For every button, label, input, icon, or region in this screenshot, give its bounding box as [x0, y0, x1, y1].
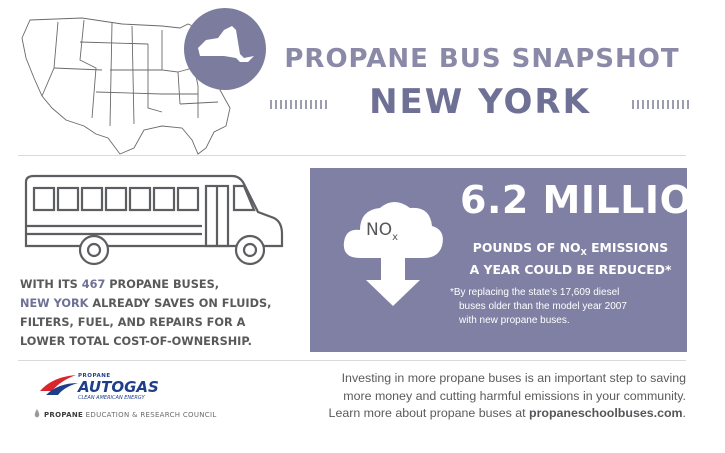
- state-name: NEW YORK: [20, 297, 89, 310]
- perc-logo: [34, 409, 217, 419]
- reduction-amount: 6.2 MILLION: [460, 178, 725, 222]
- nox-text: NO: [366, 220, 393, 240]
- logo-tagline: CLEAN AMERICAN ENERGY: [78, 395, 145, 401]
- cloud-icon: [338, 190, 448, 310]
- savings-text: PROPANE BUSES,: [105, 278, 220, 291]
- footnote-line: with new propane buses.: [459, 315, 570, 326]
- state-badge: [184, 8, 266, 90]
- website-link[interactable]: propaneschoolbuses.com: [529, 406, 683, 420]
- nox-subscript: X: [580, 248, 587, 257]
- nox-subscript: x: [392, 232, 399, 243]
- reduction-text: A YEAR COULD BE REDUCED*: [469, 262, 672, 277]
- tick-divider-left: [270, 100, 328, 109]
- title-snapshot: PROPANE BUS SNAPSHOT: [284, 44, 680, 74]
- new-york-state-icon: [194, 22, 256, 72]
- logo-propane: PROPANE: [78, 373, 111, 379]
- savings-statement: [20, 275, 310, 351]
- council-bold: PROPANE: [44, 411, 84, 419]
- down-arrow-icon: [366, 258, 420, 306]
- council-text: EDUCATION & RESEARCH COUNCIL: [83, 411, 217, 419]
- footnote: [450, 286, 682, 328]
- tick-divider-right: [632, 100, 690, 109]
- reduction-description: [458, 238, 683, 280]
- reduction-text: POUNDS OF NO: [472, 240, 581, 255]
- flame-drop-icon: [34, 409, 40, 418]
- savings-text: FILTERS, FUEL, AND REPAIRS FOR A: [20, 316, 246, 329]
- call-to-action: [316, 370, 686, 423]
- title-row: [270, 82, 690, 122]
- bus-count: 467: [81, 278, 106, 291]
- cta-line: Learn more about propane buses at: [328, 406, 529, 420]
- emissions-panel: [310, 168, 725, 352]
- cta-line: Investing in more propane buses is an important step to saving: [341, 371, 686, 385]
- cloud-nox-label: [366, 220, 399, 243]
- divider-top: [18, 155, 686, 156]
- reduction-text: EMISSIONS: [586, 240, 669, 255]
- cta-period: .: [682, 406, 686, 420]
- cta-line: more money and cutting harmful emissions in your community.: [343, 388, 686, 403]
- title-state: NEW YORK: [369, 82, 591, 122]
- footnote-line: buses older than the model year 2007: [459, 301, 627, 312]
- footnote-line: *By replacing the state’s 17,609 diesel: [450, 287, 620, 298]
- savings-text: LOWER TOTAL COST-OF-OWNERSHIP.: [20, 335, 252, 348]
- savings-text: WITH ITS: [20, 278, 82, 291]
- savings-text: ALREADY SAVES ON FLUIDS,: [88, 297, 272, 310]
- divider-bottom: [18, 360, 686, 361]
- logo-autogas: AUTOGAS: [78, 378, 159, 396]
- school-bus-icon: [22, 172, 284, 268]
